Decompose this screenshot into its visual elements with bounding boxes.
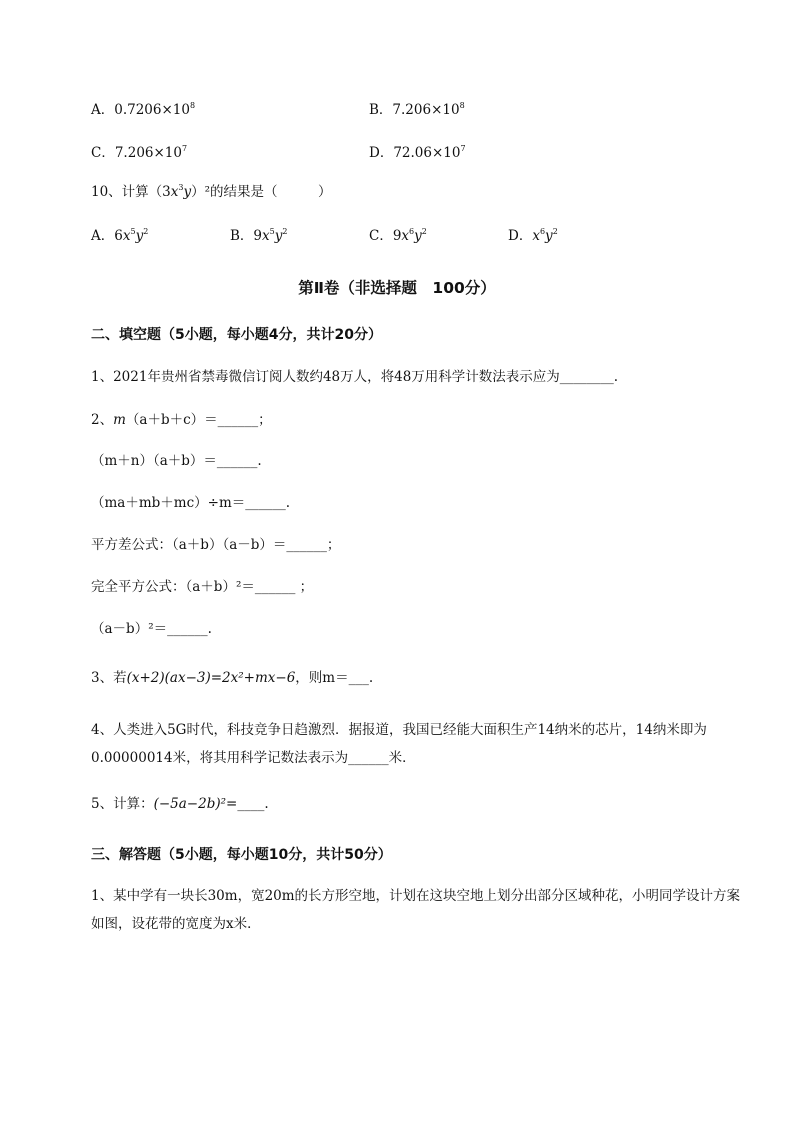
section3-title: 三、解答题（5小题，每小题10分，共计50分） (91, 847, 392, 863)
fill-q4: 4、人类进入5G时代，科技竞争日趋激烈．据报道，我国已经能大面积生产14纳米的芯片，14纳米即为0.00000014米，将其用科学记数法表示为______米． (91, 722, 707, 766)
q10-option-c: C．$9x^6y^2$ (369, 227, 427, 244)
part2-title: 第Ⅱ卷（非选择题 100分） (298, 279, 496, 297)
fill-q3: 3、若(x+2)(ax−3)=2x²+mx−6，则m＝___. (91, 670, 374, 686)
q9-option-a: A．$0.7206\times 10^8$ (91, 101, 196, 118)
q10-stem: 10、计算$(3x^3y)^2$的结果是（ ） (91, 183, 332, 200)
q10-option-a: A．$6x^5y^2$ (91, 227, 149, 244)
q5-expression: (−5a−2b)² (153, 796, 227, 812)
fill-q2-line6: （a－b）²＝______. (91, 621, 212, 637)
fill-q1: 1、2021年贵州省禁毒微信订阅人数约48万人，将48万用科学计数法表示应为________. (91, 369, 619, 385)
fill-q2-line1: 2、m（a＋b＋c）＝______； (91, 412, 272, 428)
q3-equation: (x+2)(ax−3)=2x²+mx−6 (126, 670, 296, 686)
q10-option-d: D．$x^6y^2$ (508, 227, 558, 244)
q9-option-b: B．$7.206\times 10^8$ (369, 101, 465, 118)
fill-q2-line5: 完全平方公式：（a＋b）²＝______ ； (91, 579, 314, 595)
fill-q2-line4: 平方差公式：（a＋b）（a－b）＝______； (91, 537, 341, 553)
fill-q2-line3: （ma＋mb＋mc）÷m＝______. (91, 495, 291, 511)
section2-title: 二、填空题（5小题，每小题4分，共计20分） (91, 327, 382, 343)
q10-option-b: B．$9x^5y^2$ (230, 227, 288, 244)
q9-option-d: D．$72.06\times 10^7$ (369, 144, 466, 161)
fill-q5: 5、计算：(−5a−2b)²=____. (91, 796, 269, 812)
fill-q2-line2: （m＋n）（a＋b）＝______. (91, 453, 262, 469)
answer-q1: 1、某中学有一块长30m，宽20m的长方形空地，计划在这块空地上划分出部分区域种花，小明同学设计方案如图，设花带的宽度为x米． (91, 888, 741, 932)
q9-option-c: C．$7.206\times 10^7$ (91, 144, 188, 161)
